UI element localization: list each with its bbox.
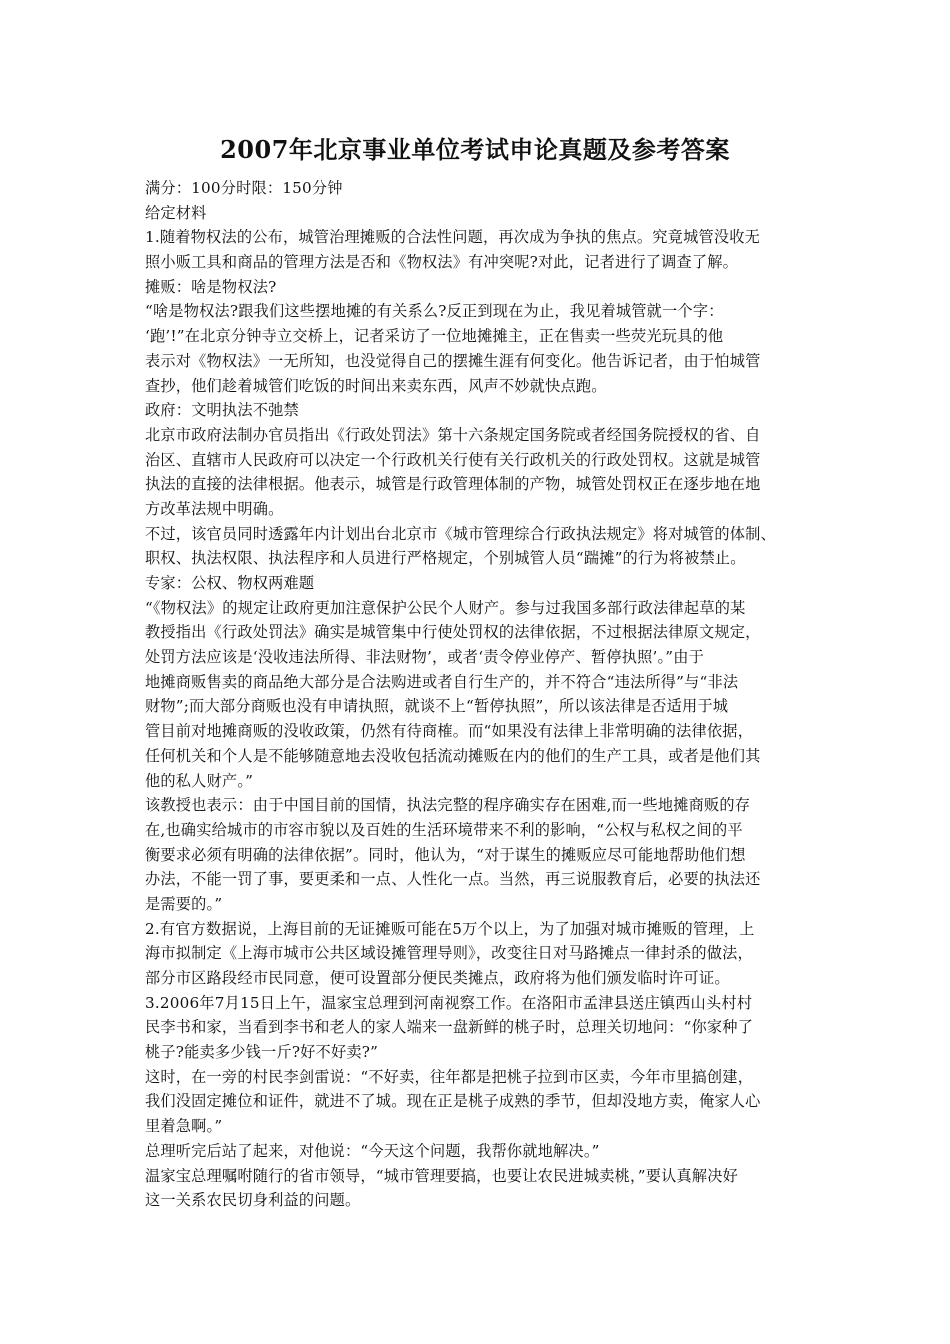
text-line: 这时，在一旁的村民李剑雷说：“不好卖，往年都是把桃子拉到市区卖，今年市里搞创建， [145, 1067, 754, 1086]
document-body [145, 176, 825, 1213]
text-line: 地摊商贩售卖的商品绝大部分是合法购进或者自行生产的，并不符合“违法所得”与“非法 [145, 672, 739, 691]
text-line: 衡要求必须有明确的法律依据”。同时，他认为，“对于谋生的摊贩应尽可能地帮助他们想 [145, 845, 746, 864]
text-line: 方改革法规中明确。 [145, 499, 284, 518]
text-line: 摊贩：啥是物权法? [145, 277, 277, 296]
text-line: 2.有官方数据说，上海目前的无证摊贩可能在5万个以上，为了加强对城市摊贩的管理，上 [145, 919, 755, 938]
text-line: ‘跑’!”在北京分钟寺立交桥上，记者采访了一位地摊摊主，正在售卖一些荧光玩具的他 [145, 327, 724, 346]
text-line: 在,也确实给城市的市容市貌以及百姓的生活环境带来不利的影响，“公权与私权之间的平 [145, 820, 743, 839]
text-line: 3.2006年7月15日上午，温家宝总理到河南视察工作。在洛阳市孟津县送庄镇西山头村村 [145, 993, 753, 1012]
text-line: 职权、执法权限、执法程序和人员进行严格规定，个别城管人员“踹摊”的行为将被禁止。 [145, 549, 746, 568]
text-line: “《物权法》的规定让政府更加注意保护公民个人财产。参与过我国多部行政法律起草的某 [145, 598, 746, 617]
text-line: “啥是物权法?跟我们这些摆地摊的有关系么?反正到现在为止，我见着城管就一个字： [145, 302, 724, 321]
text-line: 该教授也表示：由于中国目前的国情，执法完整的程序确实存在困难,而一些地摊商贩的存 [145, 796, 751, 815]
text-line: 总理听完后站了起来，对他说：“今天这个问题，我帮你就地解决。” [145, 1141, 600, 1160]
text-line: 执法的直接的法律根据。他表示，城管是行政管理体制的产物，城管处罚权正在逐步地在地 [145, 475, 761, 494]
text-line: 处罚方法应该是‘没收违法所得、非法财物’，或者‘责令停业停产、暂停执照’。”由于 [145, 648, 705, 667]
text-line: 部分市区路段经市民同意，便可设置部分便民类摊点，政府将为他们颁发临时许可证。 [145, 969, 730, 987]
document-title: 2007年北京事业单位考试申论真题及参考答案 [220, 135, 730, 164]
text-line: 他的私人财产。” [145, 771, 254, 790]
text-line: 里着急啊。” [145, 1117, 223, 1136]
text-line: 北京市政府法制办官员指出《行政处罚法》第十六条规定国务院或者经国务院授权的省、自 [145, 425, 761, 444]
text-line: 管目前对地摊商贩的没收政策，仍然有待商榷。而“如果没有法律上非常明确的法律依据， [145, 722, 754, 741]
text-line: 专家：公权、物权两难题 [145, 574, 315, 592]
text-line: 温家宝总理嘱咐随行的省市领导，“城市管理要搞，也要让农民进城卖桃，”要认真解决好 [145, 1166, 739, 1185]
text-line: 财物”;而大部分商贩也没有申请执照，就谈不上“暂停执照”，所以该法律是否适用于城 [145, 697, 729, 716]
text-line: 任何机关和个人是不能够随意地去没收包括流动摊贩在内的他们的生产工具，或者是他们其 [145, 746, 761, 765]
text-line: 表示对《物权法》一无所知，也没觉得自己的摆摊生涯有何变化。他告诉记者，由于怕城管 [145, 351, 761, 370]
text-line: 1.随着物权法的公布，城管治理摊贩的合法性问题，再次成为争执的焦点。究竟城管没收无 [145, 228, 761, 247]
text-line: 教授指出《行政处罚法》确实是城管集中行使处罚权的法律依据，不过根据法律原文规定， [145, 623, 761, 642]
text-line: 治区、直辖市人民政府可以决定一个行政机关行使有关行政机关的行政处罚权。这就是城管 [145, 450, 761, 469]
text-line: 是需要的。” [145, 894, 223, 913]
text-line: 照小贩工具和商品的管理方法是否和《物权法》有冲突呢?对此，记者进行了调查了解。 [145, 253, 739, 272]
text-line: 查抄，他们趁着城管们吃饭的时间出来卖东西，风声不妙就快点跑。 [145, 376, 607, 395]
text-line: 我们没固定摊位和证件，就进不了城。现在正是桃子成熟的季节，但却没地方卖，俺家人心 [145, 1092, 761, 1111]
text-line: 不过，该官员同时透露年内计划出台北京市《城市管理综合行政执法规定》将对城管的体制、 [145, 524, 776, 543]
text-line: 办法，不能一罚了事，要更柔和一点、人性化一点。当然，再三说服教育后，必要的执法还 [145, 870, 761, 889]
text-line: 政府：文明执法不弛禁 [145, 401, 299, 420]
text-line: 满分：100分时限：150分钟 [145, 179, 343, 197]
text-line: 民李书和家，当看到李书和老人的家人端来一盘新鲜的桃子时，总理关切地问：“你家种了 [145, 1018, 754, 1037]
text-line: 海市拟制定《上海市城市公共区域设摊管理导则》，改变往日对马路摊点一律封杀的做法， [145, 944, 753, 963]
text-line: 这一关系农民切身利益的问题。 [145, 1191, 361, 1210]
text-line: 给定材料 [145, 203, 207, 222]
text-line: 桃子?能卖多少钱一斤?好不好卖?” [145, 1043, 379, 1062]
